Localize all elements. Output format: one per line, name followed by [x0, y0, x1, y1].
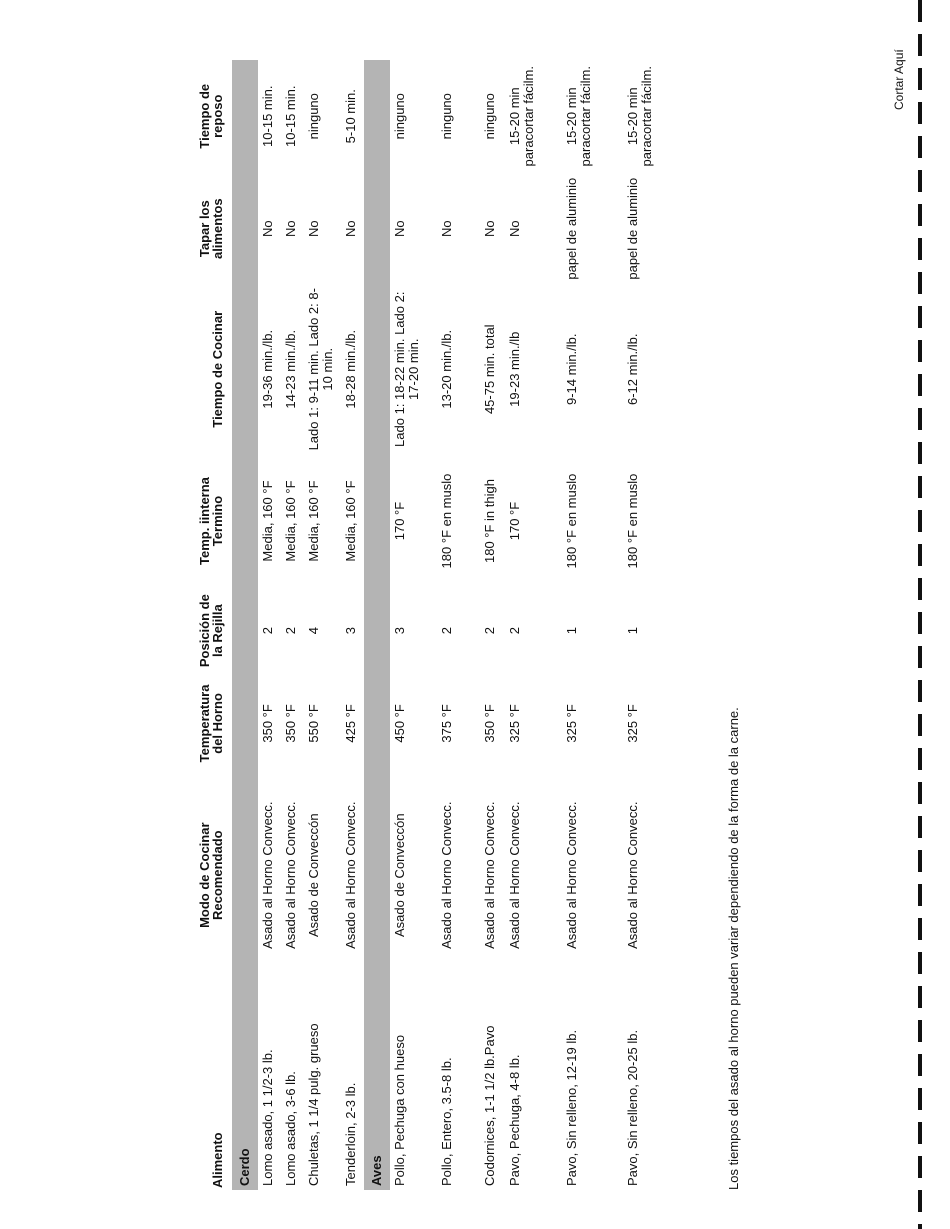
- header-rest: Tiempo de reposo: [197, 83, 225, 149]
- cell-internal-temp: 170 °F: [507, 501, 522, 541]
- cell-oven-temp: 350 °F: [260, 704, 275, 743]
- cell-cook-time: 19-23 min./lb: [507, 331, 522, 407]
- table-row: [623, 60, 690, 1190]
- header-food: Alimento: [210, 1132, 225, 1188]
- cell-cook-time: Lado 1: 9-11 min. Lado 2: 8-10 min.: [306, 288, 335, 451]
- cell-oven-temp: 325 °F: [564, 704, 579, 743]
- cell-mode: Asado al Horno Convecc.: [625, 801, 640, 949]
- rotated-page: [162, 60, 922, 1190]
- cell-oven-temp: 425 °F: [343, 704, 358, 743]
- header-oven-temp: Temperatura del Horno: [197, 684, 225, 763]
- cell-internal-temp: 180 °F en muslo: [439, 473, 454, 569]
- cell-food: Chuletas, 1 1/4 pulg. grueso: [306, 1023, 321, 1186]
- cell-cook-time: 19-36 min./lb.: [260, 329, 275, 409]
- table-row: [480, 60, 505, 1190]
- cell-rack: 3: [343, 627, 358, 635]
- cell-mode: Asado al Horno Convecc.: [439, 801, 454, 949]
- header-rack: Posición de la Rejilla: [197, 594, 225, 668]
- section-label: Cerdo: [232, 60, 258, 1190]
- cell-cover: No: [283, 220, 298, 237]
- table-row: [505, 60, 562, 1190]
- cell-cover: No: [439, 220, 454, 237]
- cell-cover: No: [392, 220, 407, 237]
- cell-cover: No: [260, 220, 275, 237]
- cell-rest: 10-15 min.: [283, 85, 298, 147]
- cell-oven-temp: 450 °F: [392, 704, 407, 743]
- table-row: [258, 60, 281, 1190]
- cell-internal-temp: 180 °F in thigh: [482, 479, 497, 564]
- cell-oven-temp: 325 °F: [625, 704, 640, 743]
- cell-rack: 2: [260, 627, 275, 635]
- cell-rack: 2: [507, 627, 522, 635]
- cell-internal-temp: Media, 160 °F: [260, 480, 275, 562]
- cell-rest: ninguno: [482, 93, 497, 140]
- cell-food: Codornices, 1-1 1/2 lb.Pavo: [482, 1025, 497, 1186]
- cell-oven-temp: 350 °F: [482, 704, 497, 743]
- cell-cook-time: Lado 1: 18-22 min. Lado 2: 17-20 min.: [392, 291, 421, 447]
- cell-food: Pollo, Pechuga con hueso: [392, 1034, 407, 1186]
- cell-cook-time: 45-75 min. total: [482, 324, 497, 415]
- cell-rest: ninguno: [306, 93, 321, 140]
- cell-rack: 4: [306, 627, 321, 635]
- cell-cook-time: 14-23 min./lb.: [283, 329, 298, 409]
- header-internal-temp: Temp. iinterna Termino: [197, 477, 225, 565]
- cell-oven-temp: 375 °F: [439, 704, 454, 743]
- cell-food: Pavo, Sin relleno, 20-25 lb.: [625, 1029, 640, 1186]
- roasting-table: [162, 60, 690, 1190]
- cell-oven-temp: 550 °F: [306, 704, 321, 743]
- cell-mode: Asado al Horno Convecc.: [482, 801, 497, 949]
- cell-food: Lomo asado, 3-6 lb.: [283, 1071, 298, 1186]
- cell-cook-time: 6-12 min./lb.: [625, 333, 640, 406]
- section-label: Aves: [364, 60, 390, 1190]
- cell-cover: No: [482, 220, 497, 237]
- cell-rack: 1: [625, 627, 640, 635]
- cell-rack: 2: [283, 627, 298, 635]
- cell-cover: papel de aluminio: [625, 177, 640, 280]
- cell-internal-temp: 170 °F: [392, 501, 407, 541]
- cell-food: Pollo, Entero, 3.5-8 lb.: [439, 1057, 454, 1186]
- cell-food: Pavo, Pechuga, 4-8 lb.: [507, 1054, 522, 1186]
- cell-cook-time: 9-14 min./lb.: [564, 333, 579, 406]
- cell-rest: 15-20 min paracortar fácilm.: [625, 66, 654, 167]
- header-mode: Modo de Cocinar Recomendado: [197, 822, 225, 928]
- cell-rack: 3: [392, 627, 407, 635]
- cell-internal-temp: Media, 160 °F: [343, 480, 358, 562]
- cell-mode: Asado al Horno Convecc.: [564, 801, 579, 949]
- cell-food: Lomo asado, 1 1/2-3 lb.: [260, 1049, 275, 1186]
- cell-internal-temp: Media, 160 °F: [306, 480, 321, 562]
- cell-food: Tenderloin, 2-3 lb.: [343, 1082, 358, 1186]
- cell-rest: 5-10 min.: [343, 89, 358, 144]
- cell-cover: No: [507, 220, 522, 237]
- section-row-poultry: [364, 60, 390, 1190]
- cell-internal-temp: 180 °F en muslo: [625, 473, 640, 569]
- header-cook-time: Tiempo de Cocinar: [210, 310, 225, 428]
- cell-rest: 10-15 min.: [260, 85, 275, 147]
- cell-rest: 15-20 min paracortar fácilm.: [507, 66, 536, 167]
- cell-rack: 2: [482, 627, 497, 635]
- cell-rest: ninguno: [439, 93, 454, 140]
- cell-mode: Asado al Horno Convecc.: [260, 801, 275, 949]
- cell-mode: Asado de Conveccón: [306, 813, 321, 937]
- header-cover: Tapar los alimentos: [197, 198, 225, 260]
- table-row: [341, 60, 364, 1190]
- cell-rest: ninguno: [392, 93, 407, 140]
- cell-cover: papel de aluminio: [564, 177, 579, 280]
- cell-oven-temp: 325 °F: [507, 704, 522, 743]
- cell-food: Pavo, Sin relleno, 12-19 lb.: [564, 1029, 579, 1186]
- cell-rack: 2: [439, 627, 454, 635]
- table-row: [437, 60, 480, 1190]
- cell-mode: Asado al Horno Convecc.: [283, 801, 298, 949]
- header-row: [162, 60, 232, 1190]
- cell-cook-time: 18-28 min./lb.: [343, 329, 358, 409]
- section-row-pork: [232, 60, 258, 1190]
- table-row: [562, 60, 623, 1190]
- cell-mode: Asado de Conveccón: [392, 813, 407, 937]
- cell-mode: Asado al Horno Convecc.: [507, 801, 522, 949]
- cell-rack: 1: [564, 627, 579, 635]
- table-row: [281, 60, 304, 1190]
- table-row: [304, 60, 341, 1190]
- cell-cover: No: [343, 220, 358, 237]
- table-row: [390, 60, 437, 1190]
- cell-cover: No: [306, 220, 321, 237]
- cell-internal-temp: Media, 160 °F: [283, 480, 298, 562]
- footnote: Los tiempos del asado al horno pueden variar dependiendo de la forma de la carne.: [726, 707, 741, 1190]
- cell-cook-time: 13-20 min./lb.: [439, 329, 454, 409]
- cell-mode: Asado al Horno Convecc.: [343, 801, 358, 949]
- cut-here-label: Cortar Aquí: [892, 49, 906, 110]
- cell-oven-temp: 350 °F: [283, 704, 298, 743]
- cell-rest: 15-20 min paracortar fácilm.: [564, 66, 593, 167]
- cell-internal-temp: 180 °F en muslo: [564, 473, 579, 569]
